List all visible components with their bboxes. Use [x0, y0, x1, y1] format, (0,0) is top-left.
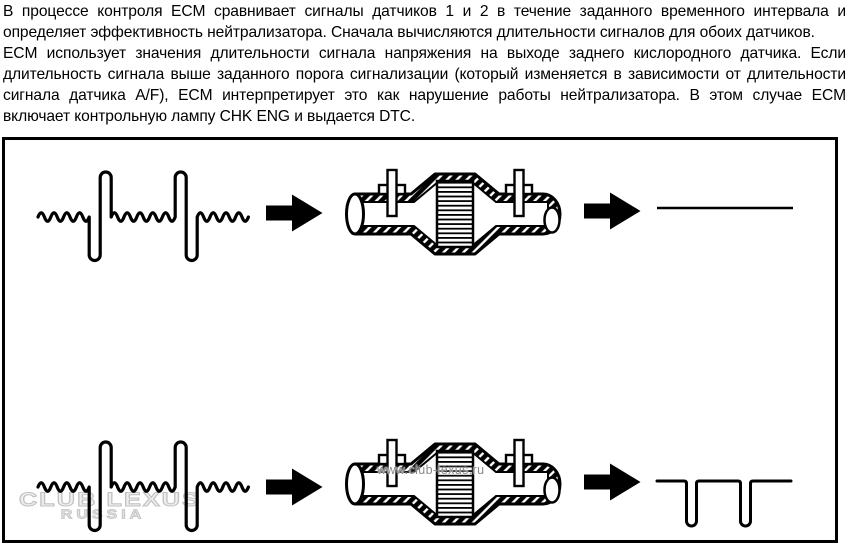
pipe-outlet-opening	[545, 478, 560, 503]
arrow-right-icon	[266, 193, 324, 233]
watermark-club-lexus: CLUB LEXUS	[19, 489, 202, 511]
input-waveform-icon	[35, 436, 257, 538]
arrow-right-icon	[584, 191, 642, 231]
pipe-inlet-opening	[347, 194, 364, 234]
watermark-russia: RUSSIA	[60, 508, 146, 522]
arrow-right-icon	[584, 462, 642, 502]
pipe-inlet-opening	[347, 464, 364, 504]
catalyst-substrate	[437, 451, 473, 517]
watermark-site-url: www.club-lexus.ru	[377, 463, 485, 477]
paragraph-1: В процессе контроля ECM сравнивает сигналы датчиков 1 и 2 в течение заданного временного интервала и определяет эффективность нейтрализатора. Сначала вычисляются длительности сигналов для обоих датчиков.	[3, 3, 846, 41]
catalyst-substrate	[437, 181, 473, 247]
catalytic-converter-icon	[345, 438, 565, 530]
catalytic-converter-icon	[345, 168, 565, 260]
body-text	[0, 0, 849, 127]
paragraph-2: ECM использует значения длительности сигнала напряжения на выходе заднего кислородного датчика. Если длительность сигнала выше заданного порога сигнализации (который изменяется в зависимости от длительности сигнала датчика A/F), ECM интерпретирует это как нарушение работы нейтрализатора. В этом случае ECM включает контрольную лампу CHK ENG и выдается DTC.	[3, 45, 846, 125]
pulsed-output-signal-icon	[655, 477, 795, 535]
input-waveform-icon	[35, 166, 257, 268]
pipe-outlet-opening	[545, 208, 560, 233]
figure-frame	[2, 137, 838, 543]
arrow-right-icon	[266, 467, 324, 507]
flat-output-signal-icon	[655, 204, 795, 212]
